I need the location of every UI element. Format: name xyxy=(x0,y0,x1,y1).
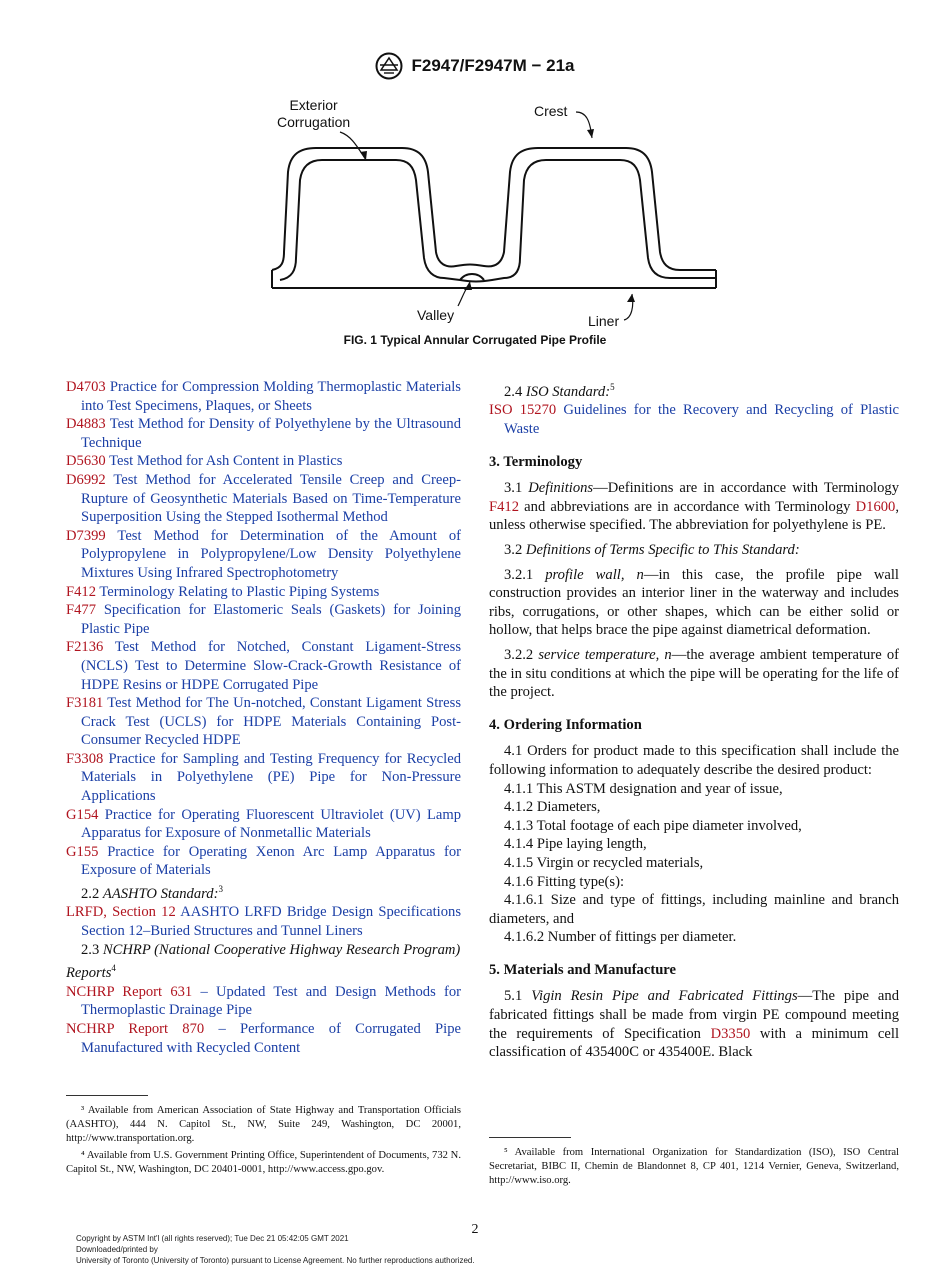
section-2-2-title: AASHTO Standard: xyxy=(102,885,219,902)
standard-title-link[interactable]: Practice for Sampling and Testing Frequency for Recycled Materials in Polyethylene (PE) Pipe for Non-Pressure Applications xyxy=(81,750,461,805)
referenced-standards-list xyxy=(66,378,461,880)
exterior-corrugation-label xyxy=(277,97,350,131)
crest-label: Crest xyxy=(534,103,568,119)
footnote-rule-right xyxy=(489,1137,571,1138)
standard-reference xyxy=(66,378,461,415)
page-number: 2 xyxy=(471,1222,479,1237)
standard-title-link[interactable]: Specification for Elastomeric Seals (Gaskets) for Joining Plastic Pipe xyxy=(81,602,461,637)
copyright-line-2: Downloaded/printed by xyxy=(76,1245,158,1254)
exterior-corrugation-arrowhead xyxy=(360,151,367,160)
nchrp-title-link[interactable]: – Performance of Corrugated Pipe Manufactured with Recycled Content xyxy=(81,1020,461,1056)
ordering-item: 4.1.4 Pipe laying length, xyxy=(504,836,647,853)
section-2-4 xyxy=(489,378,899,401)
copyright-line-1: Copyright by ASTM Int'l (all rights reserved); Tue Dec 21 05:42:05 GMT 2021 xyxy=(76,1234,349,1243)
standard-title-link[interactable]: Test Method for Determination of the Amount of Polypropylene in Polypropylene/Low Density Polyethylene Mixtures Using Infrared Spectrophotometry xyxy=(81,527,461,581)
ordering-item: 4.1.1 This ASTM designation and year of issue, xyxy=(504,780,783,797)
p51-term: Vigin Resin Pipe and Fabricated Fittings xyxy=(531,988,798,1005)
iso-code-link[interactable]: ISO 15270 xyxy=(489,402,557,419)
standard-title-link[interactable]: Practice for Compression Molding Thermoplastic Materials into Test Specimens, Plaques, or Sheets xyxy=(81,379,461,414)
standard-title-link[interactable]: Terminology Relating to Plastic Piping Systems xyxy=(99,583,380,600)
designation-text: F2947/F2947M − 21a xyxy=(411,56,575,75)
valley-arrowhead xyxy=(464,282,472,290)
paragraph-3-2 xyxy=(489,541,899,560)
standard-code-link[interactable]: D5630 xyxy=(66,453,106,470)
p31-text-b: and abbreviations are in accordance with Terminology xyxy=(519,498,856,515)
footnote-5 xyxy=(489,1146,899,1189)
standard-reference xyxy=(66,415,461,452)
exterior-corrugation-leader xyxy=(340,132,366,160)
standard-title-link[interactable]: Practice for Operating Xenon Arc Lamp Apparatus for Exposure of Materials xyxy=(81,843,461,879)
footnote-4: ⁴ Available from U.S. Government Printing Office, Superintendent of Documents, 732 N. Capitol St., NW, Washington, DC 20401-0001, http://www.access.gpo.gov. xyxy=(66,1149,461,1175)
iso-title-link[interactable]: Guidelines for the Recovery and Recycling of Plastic Waste xyxy=(504,402,899,438)
footnote-3: ³ Available from American Association of State Highway and Transportation Officials (AASHTO), 444 N. Capitol St., NW, Suite 249, Washington, DC 20001, http://www.transportation.org. xyxy=(66,1105,461,1145)
standard-code-link[interactable]: F412 xyxy=(66,583,97,600)
section-2-3 xyxy=(66,941,461,983)
aashto-code-link[interactable]: LRFD, Section 12 xyxy=(66,904,176,921)
standard-title-link[interactable]: Test Method for Density of Polyethylene by the Ultrasound Technique xyxy=(81,416,461,451)
standard-title-link[interactable]: Practice for Operating Fluorescent Ultraviolet (UV) Lamp Apparatus for Exposure of Nonmetallic Materials xyxy=(81,806,461,842)
p321-number: 3.2.1 xyxy=(504,566,534,583)
paragraph-3-2-1 xyxy=(489,566,899,640)
standard-reference xyxy=(66,843,461,880)
paragraph-4-1-6-2: 4.1.6.2 Number of fittings per diameter. xyxy=(504,929,737,946)
standard-code-link[interactable]: D4883 xyxy=(66,416,106,433)
section-2-4-footnote-mark: 5 xyxy=(610,382,615,392)
standard-reference xyxy=(66,806,461,843)
standard-reference xyxy=(66,750,461,806)
standard-code-link[interactable]: F3308 xyxy=(66,750,104,767)
designation-heading xyxy=(375,52,574,80)
p321-term: profile wall, n xyxy=(545,566,644,583)
corrugation-outer-wall xyxy=(272,148,716,270)
standard-code-link[interactable]: F2136 xyxy=(66,639,104,656)
section-4-heading: 4. Ordering Information xyxy=(489,716,642,733)
aashto-reference xyxy=(66,903,461,940)
crest-arrowhead xyxy=(587,129,594,138)
d1600-link[interactable]: D1600 xyxy=(855,498,896,515)
copyright-notice xyxy=(76,1233,475,1266)
standard-title-link[interactable]: Test Method for Notched, Constant Ligament-Stress (NCLS) Test to Determine Slow-Crack-Growth Resistance of HDPE Resins or HDPE Corrugated Pipe xyxy=(81,639,461,693)
standard-reference xyxy=(66,694,461,750)
standard-reference xyxy=(66,583,461,602)
ordering-items-list xyxy=(489,780,899,892)
exterior-label-line2: Corrugation xyxy=(277,114,351,130)
p51-text-b: with a minimum cell classification of 435400C or 435400E. Black xyxy=(489,1025,899,1061)
section-2-3-title: NCHRP (National Cooperative Highway Research Program) Reports xyxy=(66,941,461,982)
f412-link[interactable]: F412 xyxy=(489,498,520,515)
p31-text-a: —Definitions are in accordance with Terminology xyxy=(593,480,899,497)
standard-title-link[interactable]: Test Method for Ash Content in Plastics xyxy=(109,453,343,470)
section-2-3-number: 2.3 xyxy=(81,941,100,958)
left-column xyxy=(66,378,461,1057)
standard-code-link[interactable]: D4703 xyxy=(66,379,106,395)
paragraph-5-1 xyxy=(489,987,899,1061)
section-2-2-footnote-mark: 3 xyxy=(218,884,223,895)
paragraph-4-1-6-1: 4.1.6.1 Size and type of fittings, including mainline and branch diameters, and xyxy=(489,892,899,927)
section-2-2-number: 2.2 xyxy=(81,885,100,902)
standard-code-link[interactable]: G154 xyxy=(66,806,99,823)
section-2-4-number: 2.4 xyxy=(504,383,523,400)
standard-code-link[interactable]: D7399 xyxy=(66,527,106,544)
page-header xyxy=(0,52,950,85)
valley-label: Valley xyxy=(417,307,455,323)
section-2-3-footnote-mark: 4 xyxy=(111,963,116,974)
standard-reference xyxy=(66,638,461,694)
liner-label: Liner xyxy=(588,313,620,329)
nchrp-reference xyxy=(66,983,461,1020)
standard-reference xyxy=(66,527,461,583)
standard-code-link[interactable]: G155 xyxy=(66,843,99,860)
nchrp-code-link[interactable]: NCHRP Report 870 xyxy=(66,1020,205,1037)
aashto-title-link[interactable]: AASHTO LRFD Bridge Design Specifications Section 12–Buried Structures and Tunnel Liners xyxy=(81,904,462,940)
copyright-line-3: University of Toronto (University of Toronto) pursuant to License Agreement. No further reproductions authorized. xyxy=(76,1256,475,1265)
d3350-link[interactable]: D3350 xyxy=(710,1025,751,1042)
p31-term: Definitions xyxy=(528,480,594,497)
nchrp-title-link[interactable]: – Updated Test and Design Methods for Thermoplastic Drainage Pipe xyxy=(81,983,462,1019)
ordering-item: 4.1.6 Fitting type(s): xyxy=(504,873,624,890)
exterior-label-line1: Exterior xyxy=(289,97,338,113)
section-5-heading: 5. Materials and Manufacture xyxy=(489,961,676,978)
paragraph-3-1 xyxy=(489,479,899,535)
p32-number: 3.2 xyxy=(504,542,523,559)
standard-code-link[interactable]: F3181 xyxy=(66,695,104,712)
right-column xyxy=(489,378,899,1068)
section-3-heading: 3. Terminology xyxy=(489,453,583,470)
ordering-item: 4.1.3 Total footage of each pipe diameter involved, xyxy=(504,817,802,834)
ordering-item: 4.1.2 Diameters, xyxy=(504,799,601,816)
p51-text-a: —The pipe and fabricated fittings shall be made from virgin PE compound meeting the requirements of Specification xyxy=(489,988,900,1042)
astm-logo-icon xyxy=(375,52,403,80)
footnote-5-text: ⁵ Available from International Organization for Standardization (ISO), ISO Central Secretariat, BIBC II, Chemin de Blandonnet 8, CP 401, 1214 Vernier, Geneva, Switzerland, http://www.iso.org. xyxy=(489,1147,899,1187)
liner-arrowhead xyxy=(627,294,635,302)
nchrp-code-link[interactable]: NCHRP Report 631 xyxy=(66,983,193,1000)
standard-reference xyxy=(66,452,461,471)
paragraph-3-2-2 xyxy=(489,646,899,702)
p322-text: —the average ambient temperature of the in situ conditions at which the pipe will be operating for the life of the project. xyxy=(489,646,899,701)
figure-caption: FIG. 1 Typical Annular Corrugated Pipe Profile xyxy=(343,333,607,347)
paragraph-4-1: 4.1 Orders for product made to this specification shall include the following information to adequately describe the desired product: xyxy=(489,743,899,778)
standard-title-link[interactable]: Test Method for Accelerated Tensile Creep and Creep-Rupture of Geosynthetic Materials Based on Time-Temperature Superposition Using the Stepped Isothermal Method xyxy=(81,471,461,526)
section-2-2 xyxy=(66,880,461,903)
standard-code-link[interactable]: F477 xyxy=(66,602,97,619)
standard-title-link[interactable]: Test Method for The Un-notched, Constant Ligament Stress Crack Test (UCLS) for HDPE Materials Containing Post- Consumer Recycled HDPE xyxy=(81,695,461,749)
p32-term: Definitions of Terms Specific to This Standard: xyxy=(525,542,800,559)
p31-number: 3.1 xyxy=(504,480,523,497)
standard-reference xyxy=(66,471,461,527)
standard-code-link[interactable]: D6992 xyxy=(66,471,106,488)
p31-text-c: , unless otherwise specified. The abbreviation for polyethylene is PE. xyxy=(489,498,899,534)
iso-reference xyxy=(489,401,899,438)
footnotes-left xyxy=(66,1104,461,1177)
footnote-rule-left xyxy=(66,1095,148,1096)
p51-number: 5.1 xyxy=(504,988,523,1005)
p321-text: —in this case, the profile pipe wall construction provides an interior liner in the waterway and includes ribs, corrugations, or other shapes, which can be either solid or hollow, that helps brace the pipe against diametrical deformation. xyxy=(489,566,899,639)
p322-number: 3.2.2 xyxy=(504,646,534,663)
nchrp-reference xyxy=(66,1020,461,1057)
valley-joint xyxy=(460,274,484,280)
section-2-4-title: ISO Standard: xyxy=(525,383,611,400)
nchrp-reference-list xyxy=(66,983,461,1057)
standard-reference xyxy=(66,601,461,638)
p322-term: service temperature, n xyxy=(538,646,672,663)
ordering-item: 4.1.5 Virgin or recycled materials, xyxy=(504,854,704,871)
